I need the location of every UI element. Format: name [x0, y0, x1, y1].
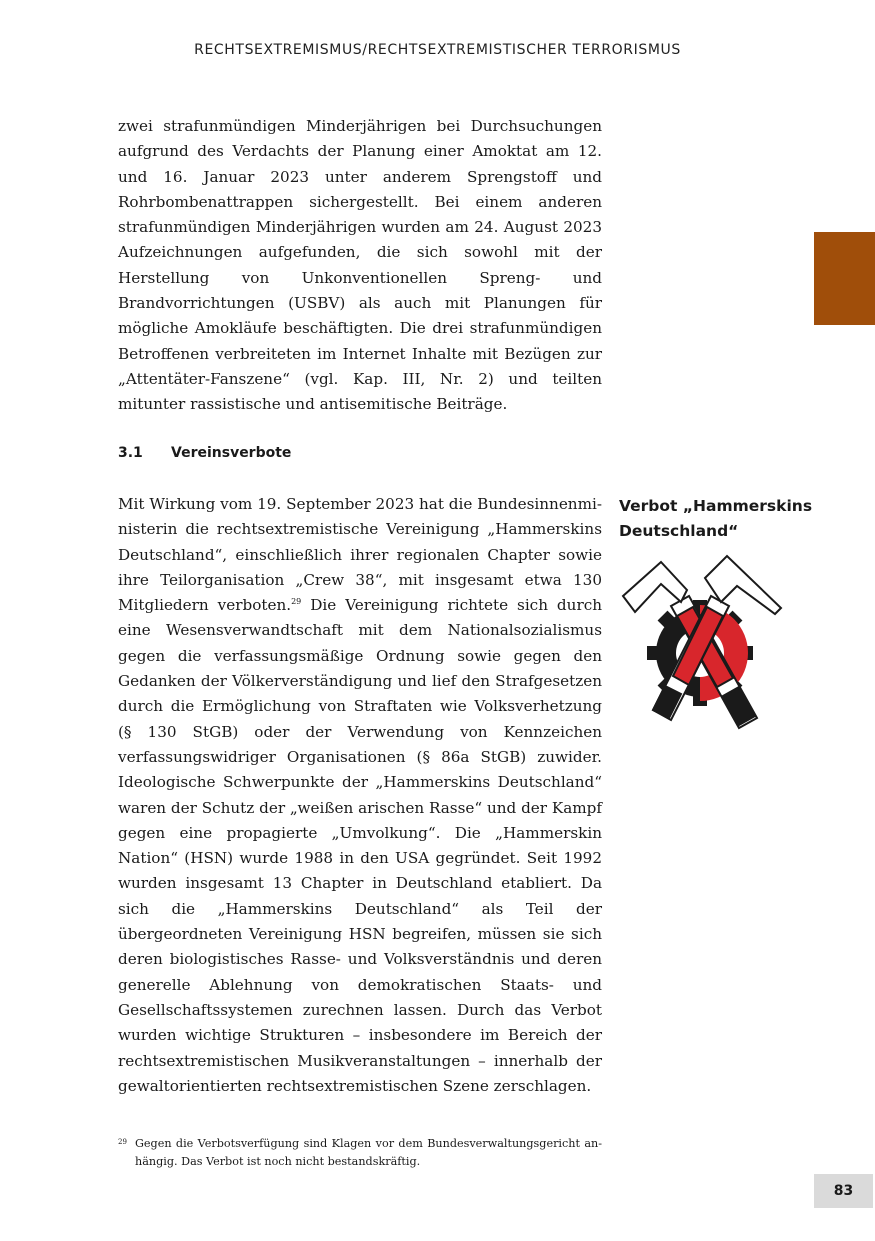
section-number: 3.1: [118, 445, 143, 461]
hammerskins-emblem-image: [615, 550, 785, 740]
footnote-reference[interactable]: 29: [291, 597, 302, 607]
margin-note-title: Verbot „Hammerskins Deutschland“: [619, 497, 813, 540]
footnote-number: 29: [118, 1138, 127, 1146]
chapter-side-tab: [814, 232, 875, 325]
paragraph-2-part-a: Mit Wirkung vom 19. September 2023 hat die Bundesinnenministerin die rechtsextremistische Vereinigung „Hammerskins Deutschland“, einschließlich ihrer regionalen Chapter sowie ihre Teilorganisation „Crew 38“, mit insgesamt etwa 130 Mitgliedern verboten.: [118, 495, 602, 615]
body-paragraph-1: zwei strafunmündigen Minderjährigen bei Durchsuchungen aufgrund des Verdachts der Planung einer Amoktat am 12. und 16. Januar 2023 unter anderem Sprengstoff und Rohrbombenattrappen sichergestellt. Bei einem anderen strafunmündigen Minderjährigen wurden am 24. August 2023 Aufzeichnungen aufgefunden, die sich sowohl mit der Herstellung von Unkonventionellen Spreng- und Brandvorrichtungen (USBV) als auch mit Planungen für mögliche Amokläufe beschäftigten. Die drei strafunmündigen Betroffenen verbreiteten im Internet Inhalte mit Bezügen zur „Attentäter-Fanszene“ (vgl. Kap. III, Nr. 2) und teilten mitunter rassistische und antisemitische Beiträge.: [118, 117, 602, 414]
page-number: 83: [814, 1174, 873, 1208]
footnote: [118, 1135, 602, 1171]
footnote-text: Gegen die Verbotsverfügung sind Klagen vor dem Bundesverwaltungsgericht anhängig. Das Verbot ist noch nicht bestandskräftig.: [135, 1137, 602, 1168]
running-head: RECHTSEXTREMISMUS/RECHTSEXTREMISTISCHER TERRORISMUS: [194, 42, 681, 58]
section-title: Vereinsverbote: [171, 445, 292, 461]
body-paragraph-2: [118, 492, 602, 1099]
section-heading: [118, 445, 291, 461]
paragraph-2-part-b: Die Vereinigung richtete sich durch eine Wesensverwandtschaft mit dem Nationalsozialismus gegen die verfassungsmäßige Ordnung sowie gegen den Gedanken der Völkerverständigung und lief den Strafgesetzen durch die Ermöglichung von Straftaten wie Volksverhetzung (§ 130 StGB) oder der Verwendung von Kennzeichen verfassungswidriger Organisationen (§ 86a StGB) zuwider. Ideologische Schwerpunkte der „Hammerskins Deutschland“ waren der Schutz der „weißen arischen Rasse“ und der Kampf gegen eine propagierte „Umvolkung“. Die „Hammerskin Nation“ (HSN) wurde 1988 in den USA gegründet. Seit 1992 wurden insgesamt 13 Chapter in Deutschland etabliert. Da sich die „Hammerskins Deutschland“ als Teil der übergeordneten Vereinigung HSN begreifen, müssen sie sich deren biologistisches Rasse- und Volksverständnis und deren generelle Ablehnung von demokratischen Staats- und Gesellschaftssystemen zurechnen lassen. Durch das Verbot wurden wichtige Strukturen – insbesondere im Bereich der rechtsextremistischen Musikveranstaltungen – innerhalb der gewaltorientierten rechtsextremistischen Szene zerschlagen.: [118, 596, 603, 1095]
